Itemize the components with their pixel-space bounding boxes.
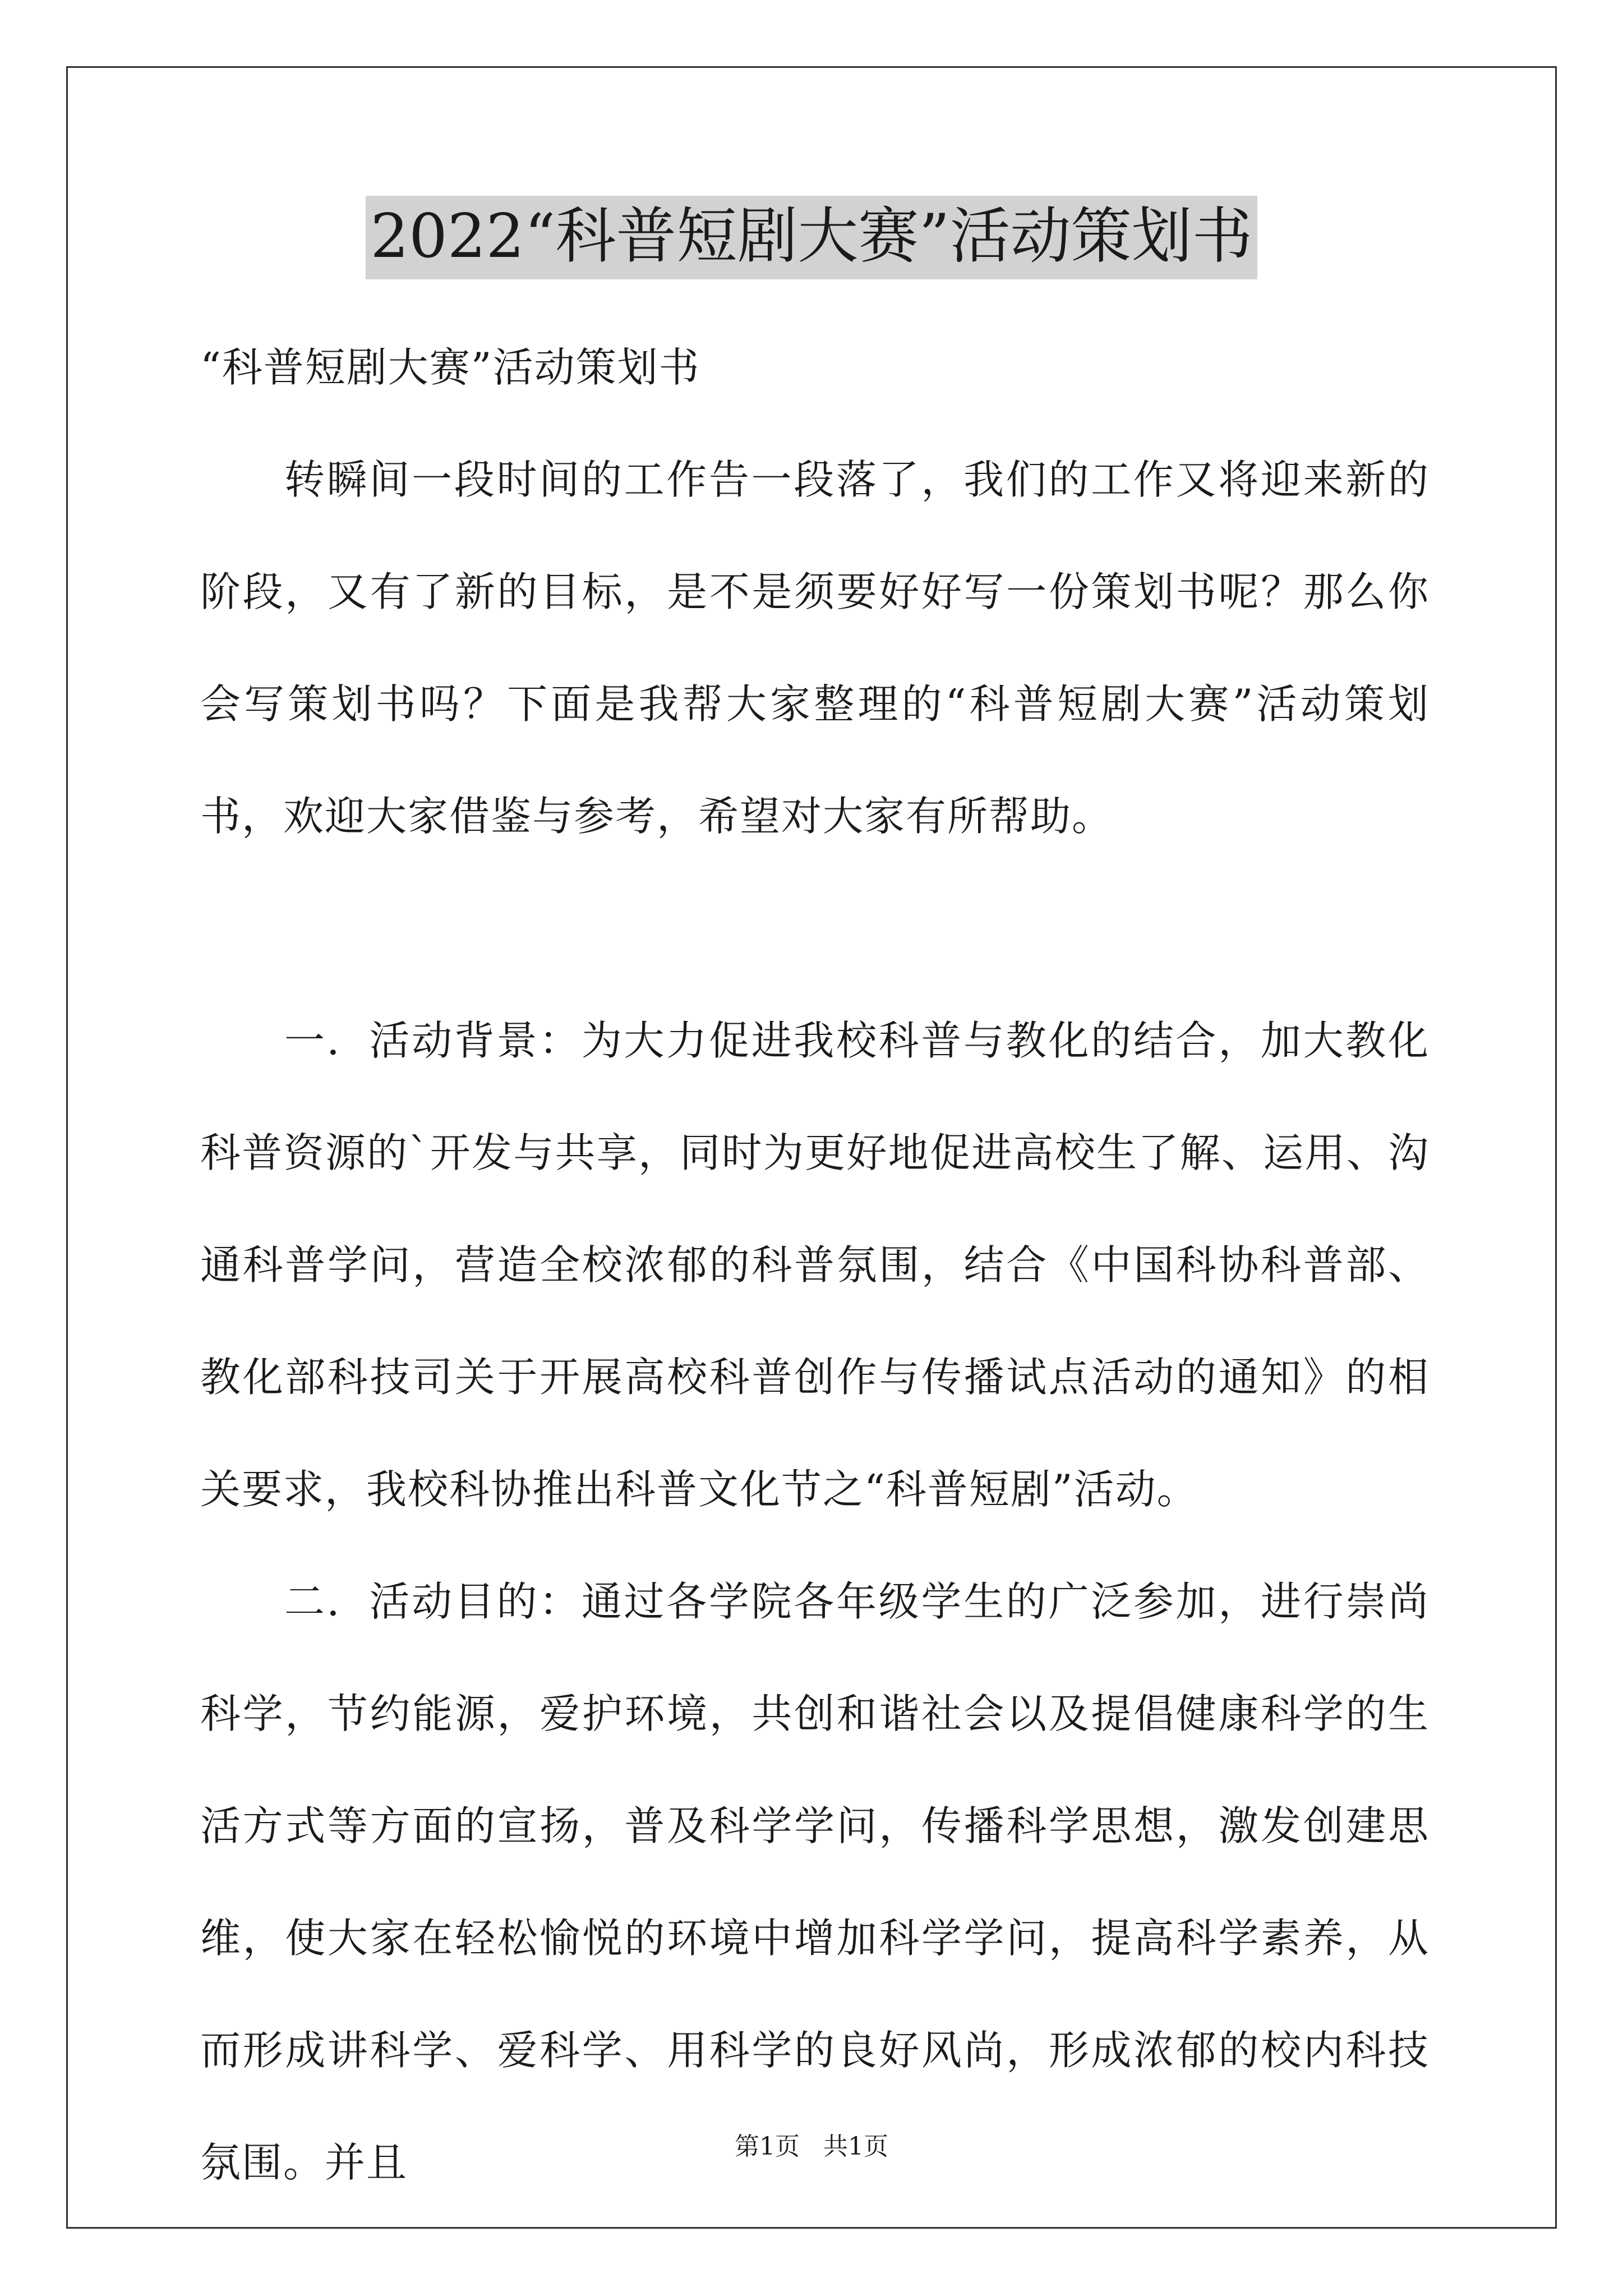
- section-purpose-paragraph: 二．活动目的：通过各学院各年级学生的广泛参加，进行崇尚科学，节约能源，爱护环境，共创和谐社会以及提倡健康科学的生活方式等方面的宣扬，普及科学学问，传播科学思想，激发创建思维，使大家在轻松愉悦的环境中增加科学学问，提高科学素养，从而形成讲科学、爱科学、用科学的良好风尚，形成浓郁的校内科技氛围。并且: [200, 1578, 1430, 2186]
- document-title-text: 2022“科普短剧大赛”活动策划书: [366, 196, 1257, 279]
- page-footer: 第1页 共1页: [735, 2132, 888, 2161]
- document-subtitle: “科普短剧大赛”活动策划书: [200, 344, 700, 391]
- intro-paragraph: 转瞬间一段时间的工作告一段落了，我们的工作又将迎来新的阶段，又有了新的目标，是不是须要好好写一份策划书呢？那么你会写策划书吗？下面是我帮大家整理的“科普短剧大赛”活动策划书，欢迎大家借鉴与参考，希望对大家有所帮助。: [200, 456, 1430, 840]
- document-body: [200, 311, 1430, 2219]
- paragraph-spacer: [200, 872, 1430, 984]
- document-title: [0, 201, 1623, 272]
- section-background-paragraph: 一．活动背景：为大力促进我校科普与教化的结合，加大教化科普资源的`开发与共享，同时为更好地促进高校生了解、运用、沟通科普学问，营造全校浓郁的科普氛围，结合《中国科协科普部、教化部科技司关于开展高校科普创作与传播试点活动的通知》的相关要求，我校科协推出科普文化节之“科普短剧”活动。: [200, 1017, 1430, 1513]
